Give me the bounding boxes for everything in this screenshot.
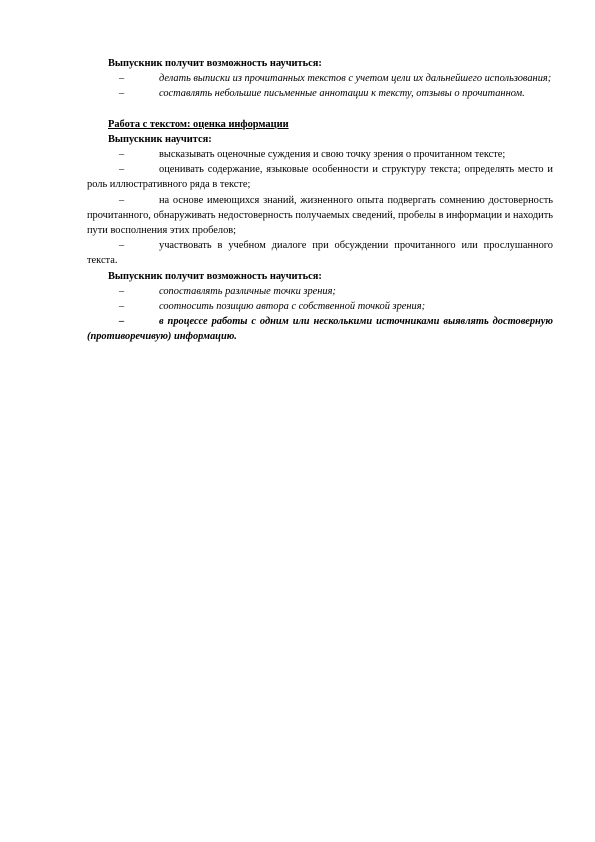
- section-title: Работа с текстом: оценка информации: [108, 118, 289, 130]
- list-dash: –: [119, 285, 125, 297]
- list-item: – сопоставлять различные точки зрения;: [87, 284, 553, 299]
- list-dash: –: [119, 88, 125, 100]
- list-dash: –: [119, 73, 125, 85]
- list-dash: –: [119, 164, 125, 176]
- section-heading-opportunity: Выпускник получит возможность научиться:: [108, 270, 322, 282]
- list-dash: –: [119, 316, 125, 328]
- list-item: – оценивать содержание, языковые особенности и структуру текста; определять место и роль иллюстративного ряда в тексте;: [87, 164, 553, 191]
- list-dash: –: [119, 240, 125, 252]
- section-heading-learn: Выпускник научится:: [108, 133, 212, 145]
- list-dash: –: [119, 149, 125, 161]
- list-item: – делать выписки из прочитанных текстов с учетом цели их дальнейшего использования;: [87, 71, 553, 86]
- list-item: – участвовать в учебном диалоге при обсуждении прочитанного или прослушанного текста.: [87, 240, 553, 267]
- list-item: – высказывать оценочные суждения и свою точку зрения о прочитанном тексте;: [87, 147, 553, 162]
- list-dash: –: [119, 301, 125, 313]
- list-item: – соотносить позицию автора с собственной точкой зрения;: [87, 299, 553, 314]
- list-dash: –: [119, 194, 125, 206]
- section-gap: [87, 102, 553, 117]
- list-item: – составлять небольшие письменные аннотации к тексту, отзывы о прочитанном.: [87, 86, 553, 101]
- section-heading-opportunity: Выпускник получит возможность научиться:: [108, 58, 322, 69]
- list-item: – на основе имеющихся знаний, жизненного опыта подвергать сомнению достоверность прочитанного, обнаруживать недостоверность получаемых сведений, пробелы в информации и находить пути восполнения этих пробелов;: [87, 194, 553, 237]
- list-item: – в процессе работы с одним или несколькими источниками выявлять достоверную (противоречивую) информацию.: [87, 316, 553, 343]
